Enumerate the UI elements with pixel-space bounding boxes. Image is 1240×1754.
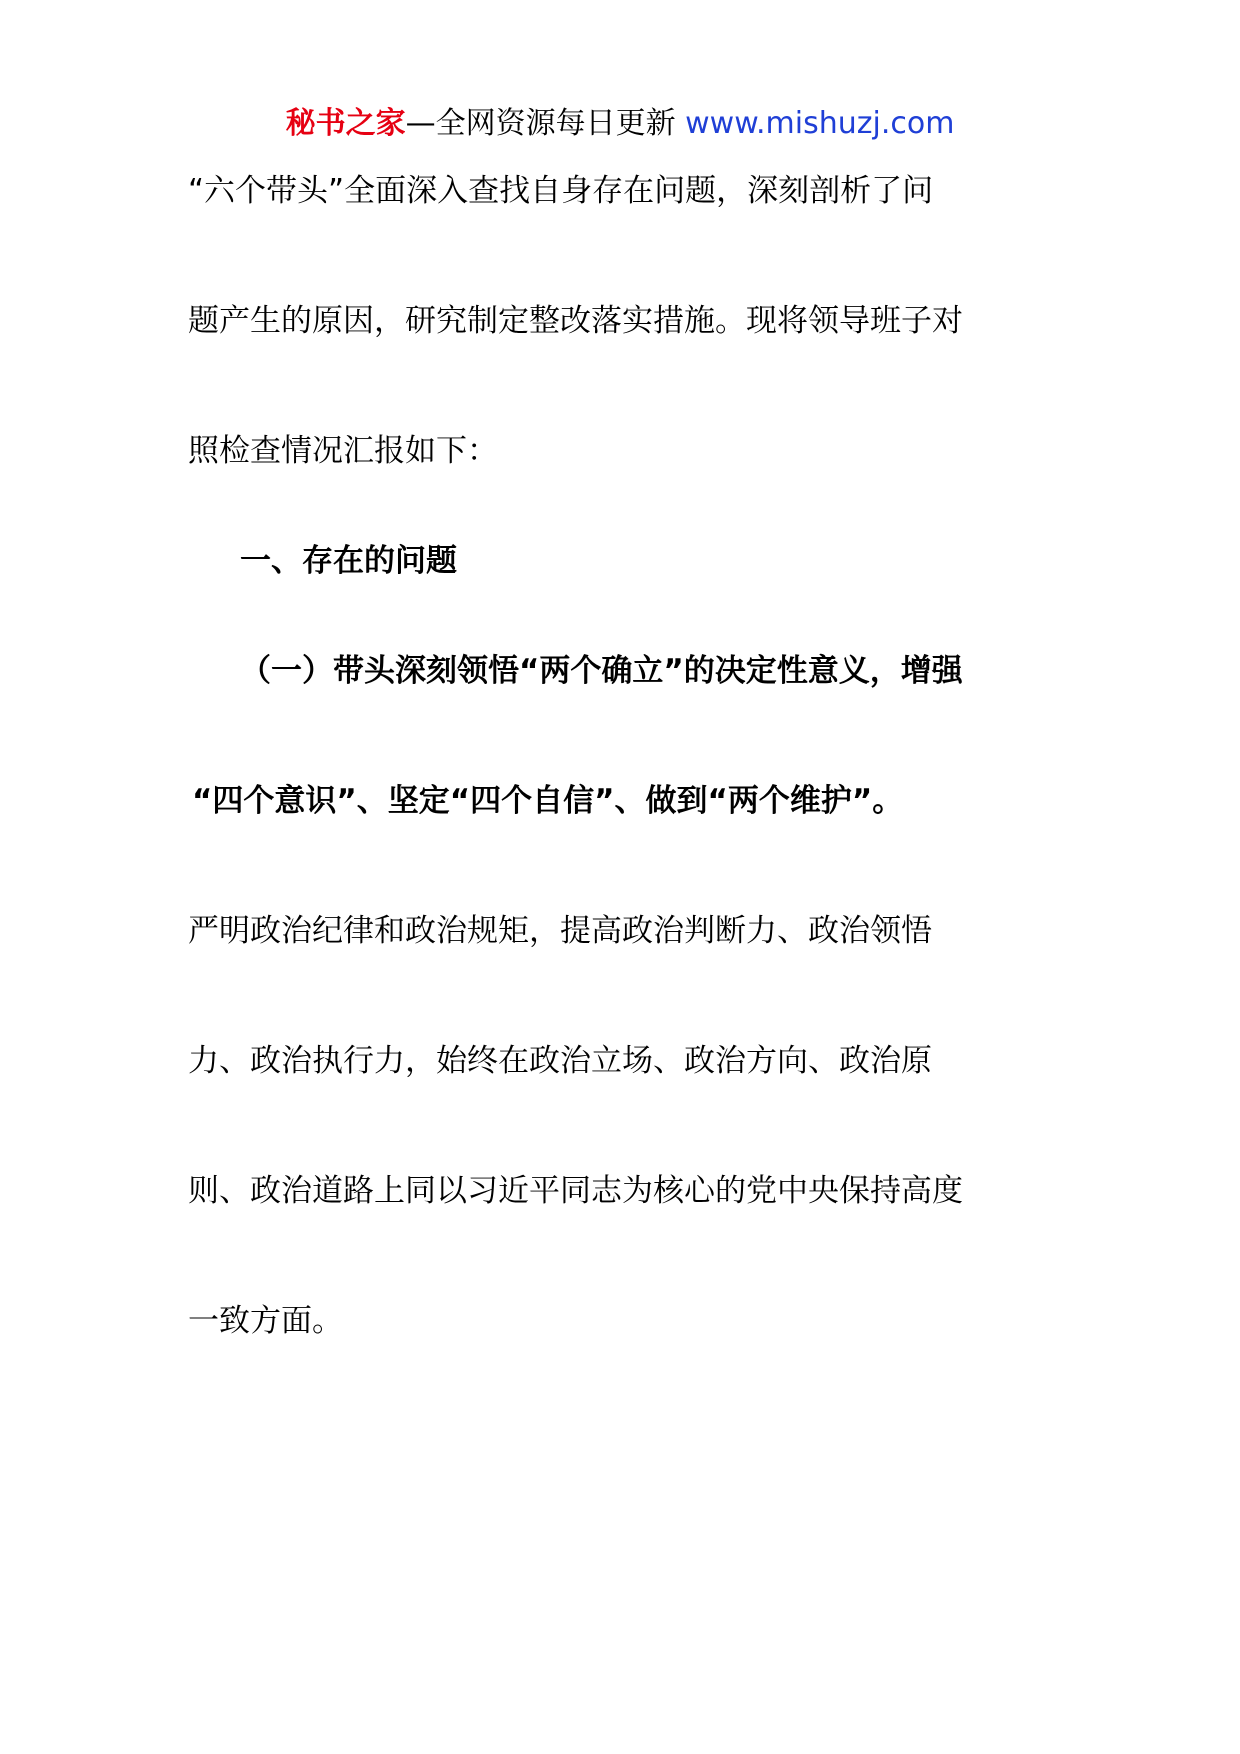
paragraph-2-line-3: 则、政治道路上同以习近平同志为核心的党中央保持高度 — [188, 1173, 963, 1209]
header-url[interactable]: www.mishuzj.com — [685, 106, 955, 141]
brand-name: 秘书之家 — [285, 106, 406, 141]
subheading-line-2: “四个意识”、坚定“四个自信”、做到“两个维护”。 — [192, 783, 904, 819]
page-header — [0, 98, 1240, 150]
paragraph-2-line-2: 力、政治执行力，始终在政治立场、政治方向、政治原 — [188, 1043, 932, 1079]
paragraph-1-line-1: “六个带头”全面深入查找自身存在问题，深刻剖析了问 — [188, 173, 934, 209]
subheading-line-1: （一）带头深刻领悟“两个确立”的决定性意义，增强 — [240, 653, 963, 689]
paragraph-1-line-3: 照检查情况汇报如下： — [188, 433, 498, 469]
section-heading: 一、存在的问题 — [240, 543, 457, 579]
paragraph-2-line-1: 严明政治纪律和政治规矩，提高政治判断力、政治领悟 — [188, 913, 932, 949]
paragraph-1-line-2: 题产生的原因，研究制定整改落实措施。现将领导班子对 — [188, 303, 963, 339]
paragraph-2-line-4: 一致方面。 — [188, 1303, 343, 1339]
header-slogan: —全网资源每日更新 — [405, 106, 686, 141]
